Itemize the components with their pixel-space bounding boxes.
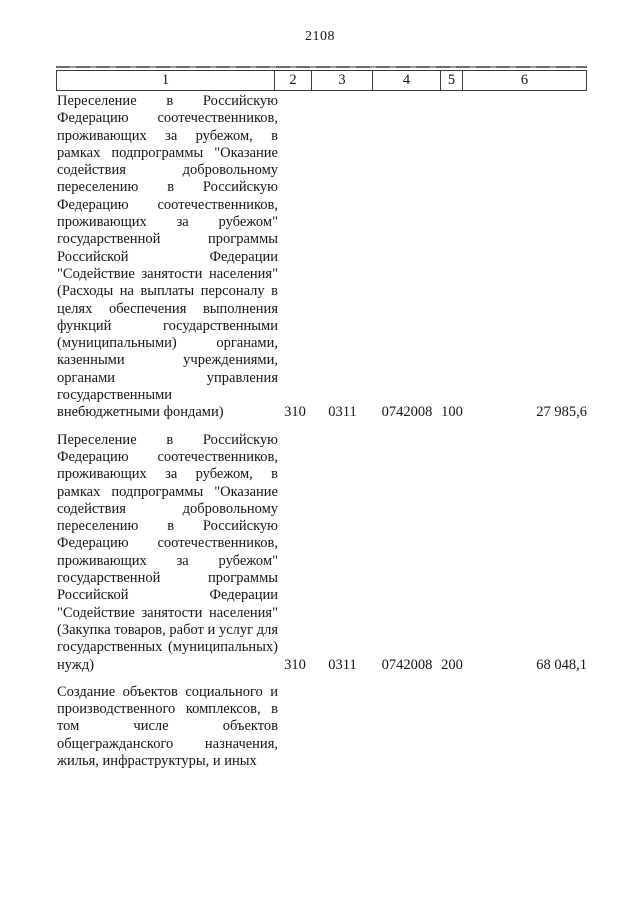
header-cell-4: 4 — [373, 71, 441, 91]
cell-section-code: 0311 — [328, 404, 357, 421]
row-name-cell: Создание объектов социального и производственного комплексов, в том числе объектов общегражданского назначения, жилья, инфраструктуры, и иных — [57, 683, 278, 769]
header-row — [57, 71, 587, 91]
cell-amount: 68 048,1 — [536, 656, 587, 673]
row-name-cell: Переселение в Российскую Федерацию соотечественников, проживающих за рубежом, в рамках подпрограммы "Оказание содействия добровольному переселению в Российскую Федерацию соотечественников, проживающих за рубежом" государственной программы Российской Федерации "Содействие занятости населения" (Закупка товаров, работ и услуг для государственных (муниципальных) нужд) — [57, 431, 278, 673]
header-cell-2: 2 — [275, 71, 312, 91]
header-cell-5: 5 — [441, 71, 463, 91]
cell-grbs-code: 310 — [284, 656, 306, 673]
cell-expense-type-code: 100 — [441, 404, 463, 421]
cell-target-article-code: 0742008 — [381, 404, 433, 421]
cell-grbs-code: 310 — [284, 404, 306, 421]
table-row — [57, 684, 587, 770]
table-header-row — [56, 70, 587, 91]
table-row — [57, 432, 587, 674]
cell-amount: 27 985,6 — [536, 404, 587, 421]
cell-target-article-code: 0742008 — [381, 656, 433, 673]
page-number: 2108 — [305, 29, 335, 44]
header-cell-1: 1 — [57, 71, 275, 91]
cell-section-code: 0311 — [328, 656, 357, 673]
header-cell-3: 3 — [312, 71, 373, 91]
table-row — [57, 93, 587, 422]
row-name-cell: Переселение в Российскую Федерацию соотечественников, проживающих за рубежом, в рамках подпрограммы "Оказание содействия добровольному переселению в Российскую Федерацию соотечественников, проживающих за рубежом" государственной программы Российской Федерации "Содействие занятости населения" (Расходы на выплаты персоналу в целях обеспечения выполнения функций государственными (муниципальными) органами, казенными учреждениями, органами управления государственными внебюджетными фондами) — [57, 93, 278, 421]
table-body — [57, 93, 587, 780]
cell-expense-type-code: 200 — [441, 656, 463, 673]
header-cell-6: 6 — [463, 71, 587, 91]
table-continuation-border — [56, 66, 587, 68]
